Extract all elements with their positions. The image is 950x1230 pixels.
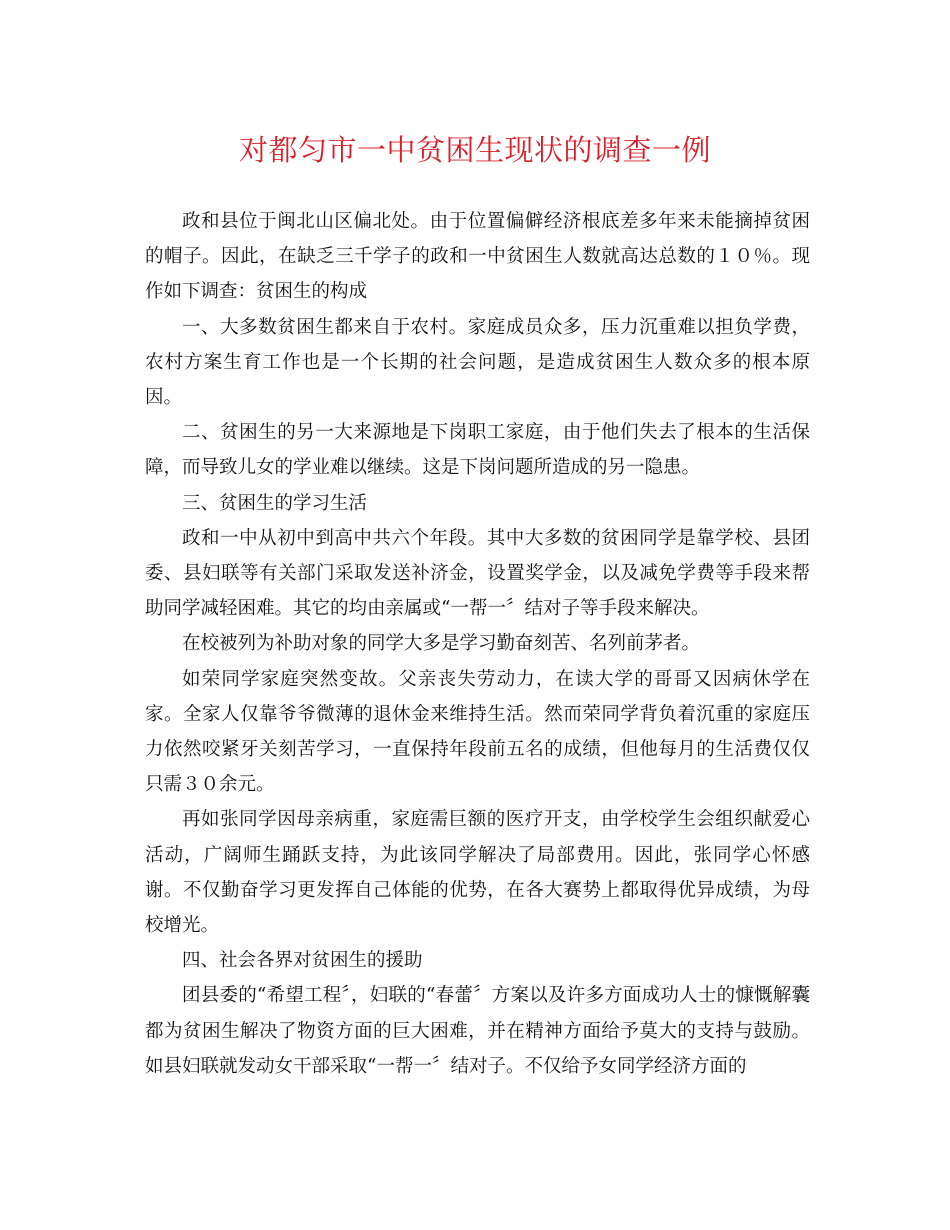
paragraph-section-2: 二、贫困生的另一大来源地是下岗职工家庭，由于他们失去了根本的生活保障，而导致儿女的学业难以继续。这是下岗问题所造成的另一隐患。 xyxy=(145,422,810,479)
paragraph-case-zhang: 再如张同学因母亲病重，家庭需巨额的医疗开支，由学校学生会组织献爱心活动，广阔师生踊跃支持，为此该同学解决了局部费用。因此，张同学心怀感谢。不仅勤奋学习更发挥自己体能的优势，在各大赛势上都取得优异成绩，为母校增光。 xyxy=(145,809,810,937)
heading-section-4: 四、社会各界对贫困生的援助 xyxy=(182,950,423,972)
paragraph-school-aid: 政和一中从初中到高中共六个年段。其中大多数的贫困同学是靠学校、县团委、县妇联等有关部门采取发送补济金，设置奖学金，以及减免学费等手段来帮助同学减轻困难。其它的均由亲属或“一帮一〞结对子等手段来解决。 xyxy=(145,527,810,620)
paragraph-aid-recipients: 在校被列为补助对象的同学大多是学习勤奋刻苦、名列前茅者。 xyxy=(182,633,701,655)
paragraph-section-1: 一、大多数贫困生都来自于农村。家庭成员众多，压力沉重难以担负学费，农村方案生育工作也是一个长期的社会问题，是造成贫困生人数众多的根本原因。 xyxy=(145,316,810,409)
paragraph-intro: 政和县位于闽北山区偏北处。由于位置偏僻经济根底差多年来未能摘掉贫困的帽子。因此，在缺乏三千学子的政和一中贫困生人数就高达总数的１０％。现作如下调查：贫困生的构成 xyxy=(145,211,810,303)
heading-section-3: 三、贫困生的学习生活 xyxy=(182,492,368,514)
paragraph-case-rong: 如荣同学家庭突然变故。父亲丧失劳动力，在读大学的哥哥又因病休学在家。全家人仅靠爷爷微薄的退休金来维持生活。然而荣同学背负着沉重的家庭压力依然咬紧牙关刻苦学习，一直保持年段前五名的成绩，但他每月的生活费仅仅只需３０余元。 xyxy=(145,668,810,796)
page-title: 对都匀市一中贫困生现状的调查一例 xyxy=(238,133,711,167)
document-body xyxy=(145,204,810,1084)
paragraph-social-aid: 团县委的“希望工程〞，妇联的“春蕾〞方案以及许多方面成功人士的慷慨解囊都为贫困生解决了物资方面的巨大困难，并在精神方面给予莫大的支持与鼓励。如县妇联就发动女干部采取“一帮一〞结对子。不仅给予女同学经济方面的 xyxy=(145,985,810,1077)
